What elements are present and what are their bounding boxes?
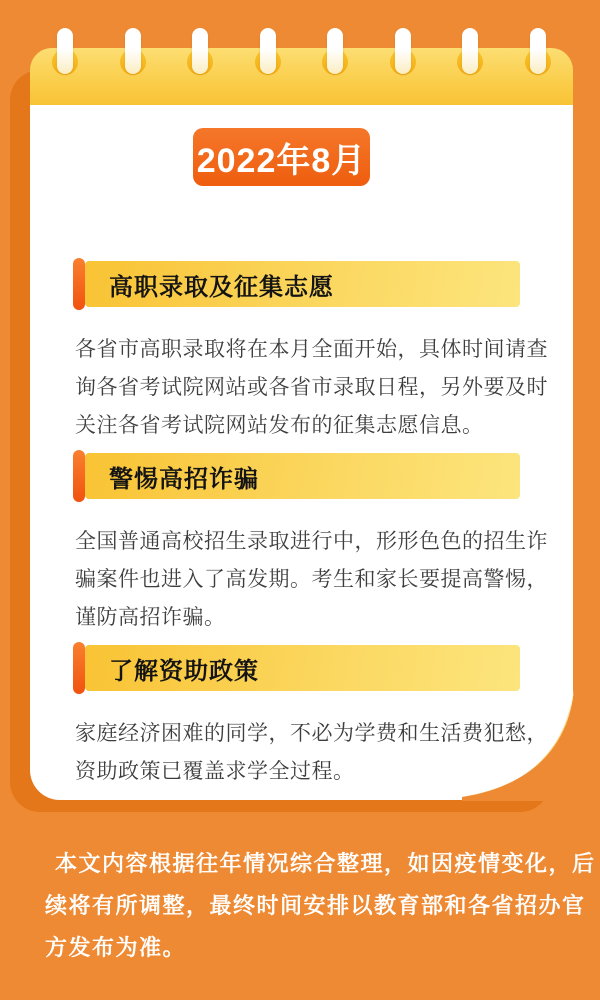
binder-ring-icon	[255, 28, 281, 94]
section-header-admission	[85, 261, 520, 307]
binder-ring-icon	[390, 28, 416, 94]
section-body-admission	[75, 331, 570, 445]
binder-ring-icon	[457, 28, 483, 94]
binder-ring-icon	[120, 28, 146, 94]
text-line: 询各省考试院网站或各省市录取日程，另外要及时	[75, 376, 548, 399]
ring-pin	[57, 28, 73, 74]
section-body-fraud	[75, 523, 570, 637]
text-line: 全国普通高校招生录取进行中，形形色色的招生诈	[75, 530, 548, 553]
text-line: 谨防高招诈骗。	[75, 606, 226, 629]
ring-pin	[125, 28, 141, 74]
binder-rings	[30, 28, 573, 94]
ring-pin	[260, 28, 276, 74]
ring-pin	[327, 28, 343, 74]
section-title: 高职录取及征集志愿	[109, 273, 334, 301]
disclaimer-text	[45, 843, 596, 969]
text-line: 资助政策已覆盖求学全过程。	[75, 760, 355, 783]
accent-bar	[73, 258, 85, 310]
month-badge: 2022年8月	[193, 128, 370, 186]
text-line: 方发布为准。	[45, 935, 187, 960]
ring-pin	[530, 28, 546, 74]
binder-ring-icon	[525, 28, 551, 94]
binder-ring-icon	[187, 28, 213, 94]
accent-bar	[73, 642, 85, 694]
text-line: 关注各省考试院网站发布的征集志愿信息。	[75, 414, 484, 437]
ring-pin	[192, 28, 208, 74]
section-header-fraud	[85, 453, 520, 499]
page-curl-icon	[434, 683, 574, 801]
binder-ring-icon	[322, 28, 348, 94]
text-line: 本文内容根据往年情况综合整理，如因疫情变化，后	[55, 851, 596, 876]
notepad-paper	[30, 105, 573, 800]
text-line: 各省市高职录取将在本月全面开始，具体时间请查	[75, 338, 548, 361]
ring-pin	[395, 28, 411, 74]
text-line: 家庭经济困难的同学，不必为学费和生活费犯愁，	[75, 722, 548, 745]
accent-bar	[73, 450, 85, 502]
section-title: 警惕高招诈骗	[109, 465, 259, 493]
ring-pin	[462, 28, 478, 74]
calendar-notepad-card	[30, 48, 573, 800]
text-line: 骗案件也进入了高发期。考生和家长要提高警惕，	[75, 568, 548, 591]
section-title: 了解资助政策	[109, 657, 259, 685]
text-line: 续将有所调整，最终时间安排以教育部和各省招办官	[45, 893, 586, 918]
binder-ring-icon	[52, 28, 78, 94]
notepad-header-band	[30, 48, 573, 105]
